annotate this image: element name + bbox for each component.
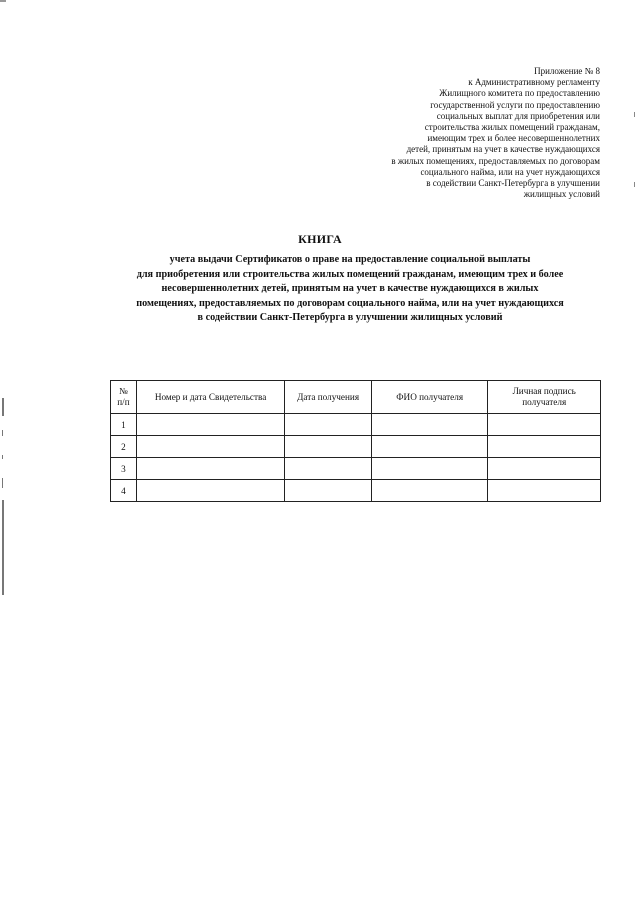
header-date-received: Дата получения xyxy=(285,381,372,414)
appendix-line: в жилых помещениях, предоставляемых по договорам xyxy=(391,155,600,166)
cell-recipient-name xyxy=(371,414,488,436)
header-signature xyxy=(488,381,601,414)
cell-recipient-name xyxy=(371,480,488,502)
cell-signature xyxy=(488,414,601,436)
cell-date-received xyxy=(285,480,372,502)
cell-signature xyxy=(488,458,601,480)
scan-margin-mark xyxy=(2,478,3,488)
appendix-line: строительства жилых помещений гражданам, xyxy=(424,122,600,133)
cell-certificate xyxy=(136,414,284,436)
cell-date-received xyxy=(285,458,372,480)
subtitle-line: для приобретения или строительства жилых помещений гражданам, имеющим трех и более xyxy=(136,268,564,280)
header-certificate: Номер и дата Свидетельства xyxy=(136,381,284,414)
appendix-line: детей, принятым на учет в качестве нуждающихся xyxy=(406,144,600,155)
subtitle-line: учета выдачи Сертификатов о праве на предоставление социальной выплаты xyxy=(169,254,531,265)
row-number: 2 xyxy=(111,436,137,458)
cell-date-received xyxy=(285,414,372,436)
cell-certificate xyxy=(136,480,284,502)
appendix-line: Жилищного комитета по предоставлению xyxy=(439,88,600,99)
appendix-line: государственной услуги по предоставлению xyxy=(430,99,600,110)
scan-margin-mark xyxy=(2,455,3,459)
row-number: 4 xyxy=(111,480,137,502)
appendix-line: социальных выплат для приобретения или xyxy=(436,110,600,121)
header-recipient-name: ФИО получателя xyxy=(371,381,488,414)
header-signature-line2: получателя xyxy=(522,397,567,407)
appendix-line: Приложение № 8 xyxy=(534,66,600,76)
document-subtitle xyxy=(60,253,640,326)
appendix-line: к Административному регламенту xyxy=(468,77,600,88)
cell-certificate xyxy=(136,458,284,480)
scan-edge-tick xyxy=(634,182,635,187)
scan-edge-tick xyxy=(634,112,635,117)
appendix-line: социального найма, или на учет нуждающихся xyxy=(420,166,600,177)
header-number-line2: п/п xyxy=(117,397,130,407)
header-number xyxy=(111,381,137,414)
cell-recipient-name xyxy=(371,436,488,458)
document-title: КНИГА xyxy=(298,232,342,246)
certificate-register-table xyxy=(110,380,601,502)
scan-margin-mark xyxy=(2,430,3,436)
cell-signature xyxy=(488,436,601,458)
subtitle-line: помещениях, предоставляемых по договорам социального найма, или на учет нуждающихся xyxy=(136,297,564,309)
table-row xyxy=(111,436,601,458)
cell-signature xyxy=(488,480,601,502)
cell-date-received xyxy=(285,436,372,458)
scan-edge-mark xyxy=(0,0,6,2)
cell-recipient-name xyxy=(371,458,488,480)
table-row xyxy=(111,480,601,502)
cell-certificate xyxy=(136,436,284,458)
appendix-line: жилищных условий xyxy=(523,189,600,200)
header-number-line1: № xyxy=(119,386,128,396)
subtitle-line: в содействии Санкт-Петербурга в улучшении жилищных условий xyxy=(197,312,503,323)
subtitle-line: несовершеннолетних детей, принятым на учет в качестве нуждающихся в жилых xyxy=(161,283,539,294)
appendix-line: в содействии Санкт-Петербурга в улучшении xyxy=(426,178,600,189)
scan-margin-mark xyxy=(2,398,4,416)
appendix-line: имеющим трех и более несовершеннолетних xyxy=(427,133,600,144)
table-row xyxy=(111,414,601,436)
row-number: 3 xyxy=(111,458,137,480)
table-header-row xyxy=(111,381,601,414)
header-signature-line1: Личная подпись xyxy=(512,386,576,396)
table-row xyxy=(111,458,601,480)
appendix-note xyxy=(300,66,600,200)
scan-margin-mark xyxy=(2,500,4,595)
row-number: 1 xyxy=(111,414,137,436)
